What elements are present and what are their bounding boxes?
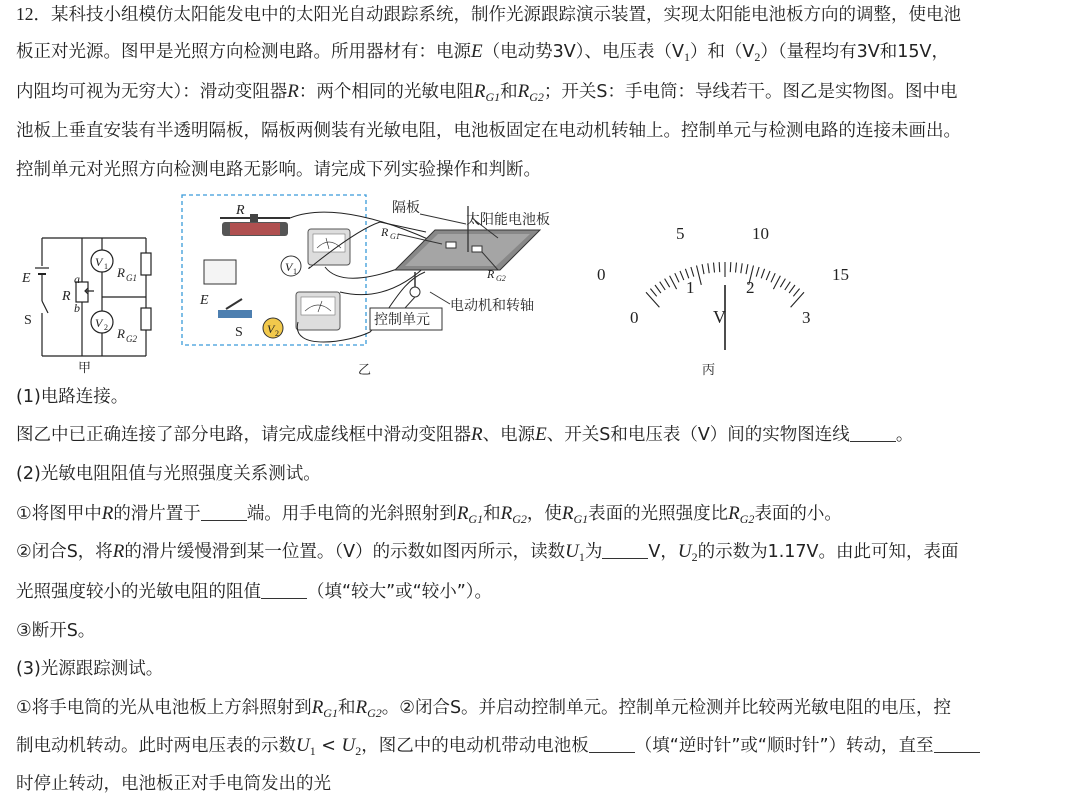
label-a: a — [74, 272, 80, 286]
label-rg2: R — [117, 326, 125, 341]
text: 表面的光照强度比 — [588, 504, 729, 524]
scale-tick — [655, 285, 661, 293]
text: 。 — [895, 425, 914, 445]
scale-tick — [714, 263, 715, 273]
scale-tick — [773, 276, 780, 289]
text: ①将图甲中 — [16, 504, 102, 524]
symbol-R: R — [456, 503, 469, 524]
subscript: 1 — [683, 50, 690, 64]
scale-tick — [785, 282, 791, 290]
part-2-title: (2)光敏电阻阻值与光照强度关系测试。 — [16, 464, 321, 484]
scale-tick — [771, 273, 775, 282]
question-text: ）（量程均有3V和15V， — [760, 42, 950, 62]
label-rg1-sub: G1 — [126, 273, 137, 283]
label-v1-sub: 1 — [104, 262, 108, 271]
answer-blank-3b[interactable] — [934, 734, 980, 753]
caption-yi: 乙 — [358, 362, 372, 377]
subscript: G1 — [485, 90, 501, 104]
text: < — [315, 736, 342, 756]
question-line-5: 控制单元对光照方向检测电路无影响。请完成下列实验操作和判断。 — [16, 160, 541, 180]
label-yi-v1-sub: 1 — [293, 267, 297, 276]
scale-tick — [793, 289, 799, 297]
part-2-a — [16, 502, 842, 531]
scale-tick — [697, 266, 702, 285]
question-number: 12 — [16, 4, 34, 24]
scale-upper-5: 5 — [676, 224, 685, 243]
label-yi-R: R — [236, 203, 245, 218]
text: V， — [648, 542, 678, 562]
scale-tick — [680, 271, 684, 280]
scale-tick — [780, 279, 785, 288]
part-3-c: 时停止转动，电池板正对手电筒发出的光 — [16, 774, 331, 794]
answer-blank-1[interactable] — [850, 423, 896, 442]
answer-blank-2b[interactable] — [602, 540, 648, 559]
label-v1: V — [95, 255, 103, 269]
part-1-title: (1)电路连接。 — [16, 387, 129, 407]
text: 、电源 — [482, 425, 536, 445]
symbol-R: R — [355, 697, 368, 718]
subscript: 1 — [309, 744, 316, 758]
figure-jia-circuit — [16, 228, 162, 378]
symbol-E: E — [535, 424, 547, 445]
scale-tick — [766, 271, 770, 280]
text: 图乙中已正确连接了部分电路，请完成虚线框中滑动变阻器 — [16, 425, 471, 445]
text: ，使 — [526, 504, 562, 524]
subscript: G2 — [529, 90, 544, 104]
figure-bing-meter-scale — [590, 215, 860, 380]
question-line-4: 池板上垂直安装有半透明隔板，隔板两侧装有光敏电阻，电池板固定在电动机转轴上。控制单元与检测电路的连接未画出。 — [16, 121, 961, 141]
question-text: ）和（V — [689, 42, 755, 62]
label-v2-sub: 2 — [104, 323, 108, 332]
label-v2: V — [95, 316, 103, 330]
subscript: G2 — [512, 512, 527, 526]
text: 端。用手电筒的光斜照射到 — [246, 504, 457, 524]
label-yi-rg2: R — [487, 267, 495, 281]
text: 为 — [584, 542, 603, 562]
label-R: R — [62, 289, 71, 304]
label-yi-S: S — [235, 325, 243, 340]
scale-tick — [665, 279, 670, 288]
scale-tick — [791, 292, 804, 307]
voltmeter-v2 — [296, 292, 340, 330]
subscript: G1 — [323, 706, 338, 720]
label-yi-E: E — [200, 293, 209, 308]
voltmeter-v1 — [308, 229, 350, 265]
part-3-a — [16, 696, 951, 725]
scale-tick — [761, 269, 764, 279]
subscript: 2 — [754, 50, 761, 64]
scale-tick — [756, 267, 759, 277]
scale-upper-10: 10 — [752, 224, 769, 243]
label-rg2-sub: G2 — [126, 334, 137, 344]
scale-tick — [660, 282, 666, 290]
scale-upper-15: 15 — [832, 265, 849, 284]
answer-blank-2a[interactable] — [201, 502, 247, 521]
subscript: 2 — [691, 550, 698, 564]
subscript: 1 — [578, 550, 585, 564]
text: 、开关S和电压表（V）间的实物图连线 — [546, 425, 850, 445]
symbol-R: R — [311, 697, 324, 718]
symbol-U: U — [677, 541, 692, 562]
symbol-R: R — [287, 81, 299, 102]
subscript: G1 — [468, 512, 484, 526]
label-yi-rg1: R — [381, 225, 389, 239]
label-control: 控制单元 — [374, 313, 430, 328]
caption-bing: 丙 — [702, 362, 716, 377]
scale-tick — [685, 269, 688, 279]
label-panel: 太阳能电池板 — [466, 213, 550, 228]
label-yi-rg2-sub: G2 — [496, 274, 506, 283]
part-3-b — [16, 734, 980, 763]
label-b: b — [74, 301, 80, 315]
text: （填“逆时针”或“顺时针”）转动，直至 — [634, 736, 934, 756]
caption-jia: 甲 — [78, 360, 92, 375]
label-yi-v1: V — [285, 260, 293, 274]
text: ②闭合S，将 — [16, 542, 113, 562]
symbol-R: R — [500, 503, 513, 524]
label-rg1: R — [117, 265, 125, 280]
symbol-R: R — [517, 81, 530, 102]
text: ，图乙中的电动机带动电池板 — [361, 736, 589, 756]
scale-upper-0: 0 — [597, 265, 606, 284]
text: 和 — [483, 504, 501, 524]
label-yi-v2-sub: 2 — [275, 329, 279, 338]
question-text: ．某科技小组模仿太阳能发电中的太阳光自动跟踪系统，制作光源跟踪演示装置，实现太阳能电池板方向的调整，使电池 — [33, 5, 961, 25]
scale-tick — [702, 264, 704, 274]
scale-tick — [789, 285, 795, 293]
scale-lower-0: 0 — [630, 308, 639, 327]
symbol-R: R — [728, 503, 740, 524]
question-text: 板正对光源。图甲是光照方向检测电路。所用器材有：电源 — [16, 42, 471, 62]
scale-tick — [670, 276, 677, 289]
text: 的滑片缓慢滑到某一位置。（V）的示数如图丙所示，读数 — [124, 542, 566, 562]
subscript: G2 — [367, 706, 382, 720]
text: ①将手电筒的光从电池板上方斜照射到 — [16, 698, 312, 718]
question-line-2 — [16, 40, 949, 69]
part-2-b — [16, 540, 959, 569]
label-S: S — [24, 313, 32, 328]
text: （填“较大”或“较小”）。 — [307, 582, 493, 602]
symbol-R: R — [112, 541, 125, 562]
label-partition: 隔板 — [392, 201, 420, 216]
question-line-1 — [16, 2, 961, 27]
scale-lower-1: 1 — [686, 278, 695, 297]
text: 和 — [337, 698, 356, 718]
scale-tick — [650, 289, 656, 297]
label-motor: 电动机和转轴 — [450, 299, 534, 314]
rheostat — [220, 214, 290, 236]
scale-tick — [691, 267, 694, 277]
scale-tick — [646, 292, 659, 307]
label-E: E — [22, 271, 31, 286]
part-1-text — [16, 423, 913, 447]
question-line-3 — [16, 80, 958, 109]
label-yi-rg1-sub: G1 — [390, 232, 400, 241]
subscript: 2 — [355, 744, 362, 758]
question-text: 和 — [500, 82, 518, 102]
symbol-R: R — [101, 503, 114, 524]
subscript: G1 — [573, 512, 589, 526]
question-text: （电动势3V）、电压表（V — [482, 42, 684, 62]
answer-blank-3a[interactable] — [589, 734, 635, 753]
switch — [218, 299, 252, 318]
symbol-R: R — [473, 81, 486, 102]
scale-tick — [736, 263, 737, 273]
part-2-d: ③断开S。 — [16, 621, 96, 641]
symbol-R: R — [471, 424, 483, 445]
text: 的示数为1.17V。由此可知，表面 — [697, 542, 959, 562]
text: 表面的小。 — [754, 504, 842, 524]
scale-tick — [675, 273, 679, 282]
part-3-title: (3)光源跟踪测试。 — [16, 659, 164, 679]
question-text: ：两个相同的光敏电阻 — [298, 82, 474, 102]
symbol-U: U — [296, 735, 310, 756]
scale-tick — [708, 263, 709, 273]
label-yi-v2: V — [267, 322, 275, 336]
question-text: ；开关S：手电筒：导线若干。图乙是实物图。图中电 — [543, 82, 958, 102]
scale-tick — [719, 262, 720, 272]
part-2-c — [16, 580, 492, 604]
text: 。②闭合S。并启动控制单元。控制单元检测并比较两光敏电阻的电压，控 — [381, 698, 952, 718]
text: 光照强度较小的光敏电阻的阻值 — [16, 582, 261, 602]
scale-tick — [730, 262, 731, 272]
symbol-U: U — [565, 541, 579, 562]
scale-tick — [746, 264, 748, 274]
scale-lower-2: 2 — [746, 278, 755, 297]
scale-unit: V — [713, 307, 726, 327]
text: 的滑片置于 — [113, 504, 201, 524]
scale-lower-3: 3 — [802, 308, 811, 327]
symbol-U: U — [341, 735, 356, 756]
figure-yi-apparatus — [180, 192, 580, 378]
question-text: 内阻均可视为无穷大）：滑动变阻器 — [16, 82, 288, 102]
text: 制电动机转动。此时两电压表的示数 — [16, 736, 296, 756]
symbol-R: R — [561, 503, 574, 524]
answer-blank-2c[interactable] — [261, 580, 307, 599]
symbol-E: E — [471, 41, 483, 62]
scale-tick — [741, 263, 742, 273]
subscript: G2 — [739, 512, 755, 526]
